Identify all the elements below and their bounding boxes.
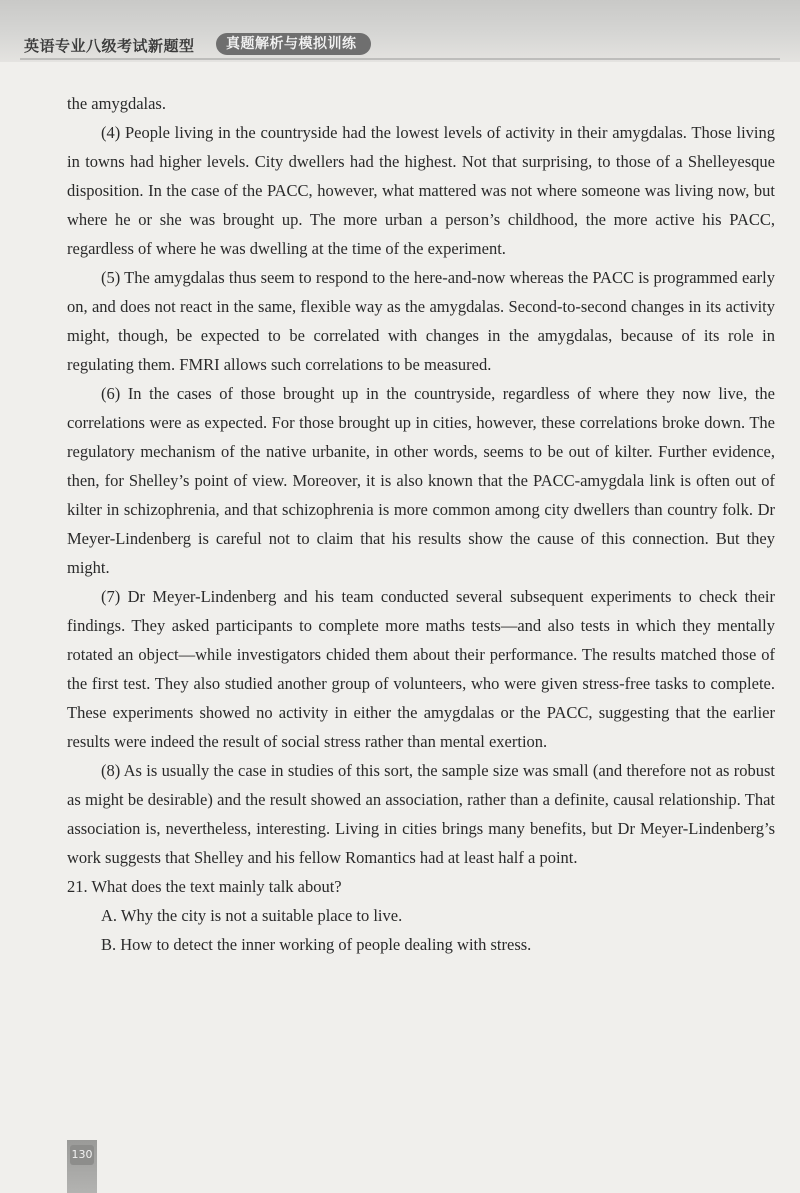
page-number: 130 [70, 1145, 94, 1165]
header-divider [20, 58, 780, 60]
paragraph-6: (6) In the cases of those brought up in the countryside, regardless of where they now live, the correlations were as expected. For those brought up in cities, however, these correlations broke down. The regulatory mechanism of the native urbanite, in other words, seems to be out of kilter. Further evidence, then, for Shelley’s point of view. Moreover, it is also known that the PACC-amygdala link is often out of kilter in schizophrenia, and that schizophrenia is more common among city dwellers than country folk. Dr Meyer-Lindenberg is careful not to claim that his results show the cause of this connection. But they might. [67, 384, 775, 577]
option-text: How to detect the inner working of people dealing with stress. [120, 935, 532, 954]
passage-body [67, 89, 775, 959]
paragraph-5: (5) The amygdalas thus seem to respond to the here-and-now whereas the PACC is programmed early on, and does not react in the same, flexible way as the amygdalas. Second-to-second changes in its activity might, though, be expected to be correlated with changes in the amygdalas, because of its role in regulating them. FMRI allows such correlations to be measured. [67, 268, 775, 374]
option-label: B. [101, 935, 117, 954]
paragraph-7: (7) Dr Meyer-Lindenberg and his team conducted several subsequent experiments to check their findings. They asked participants to complete more maths tests—and also tests in which they mentally rotated an object—while investigators chided them about their performance. The results matched those of the first test. They also studied another group of volunteers, who were given stress-free tasks to complete. These experiments showed no activity in either the amygdalas or the PACC, suggesting that the earlier results were indeed the result of social stress rather than mental exertion. [67, 587, 775, 751]
book-title: 英语专业八级考试新题型 [24, 37, 195, 55]
option-text: Why the city is not a suitable place to live. [120, 906, 403, 925]
option-b [67, 930, 775, 959]
paragraph-8: (8) As is usually the case in studies of this sort, the sample size was small (and therefore not as robust as might be desirable) and the result showed an association, rather than a definite, causal relationship. That association is, nevertheless, interesting. Living in cities brings many benefits, but Dr Meyer-Lindenberg’s work suggests that Shelley and his fellow Romantics had at least half a point. [67, 761, 775, 867]
question-21 [67, 872, 775, 901]
book-subtitle-badge: 真题解析与模拟训练 [216, 33, 371, 55]
option-a [67, 901, 775, 930]
question-text: What does the text mainly talk about? [91, 877, 342, 896]
paragraph-4: (4) People living in the countryside had the lowest levels of activity in their amygdalas. Those living in towns had higher levels. City dwellers had the highest. Not that surprising, to those of a Shelleyesque disposition. In the case of the PACC, however, what mattered was not where someone was living now, but where he or she was brought up. The more urban a person’s childhood, the more active his PACC, regardless of where he was dwelling at the time of the experiment. [67, 123, 775, 258]
question-number: 21. [67, 877, 88, 896]
paragraph-continuation: the amygdalas. [67, 94, 166, 113]
option-label: A. [101, 906, 118, 925]
running-header [0, 0, 800, 62]
